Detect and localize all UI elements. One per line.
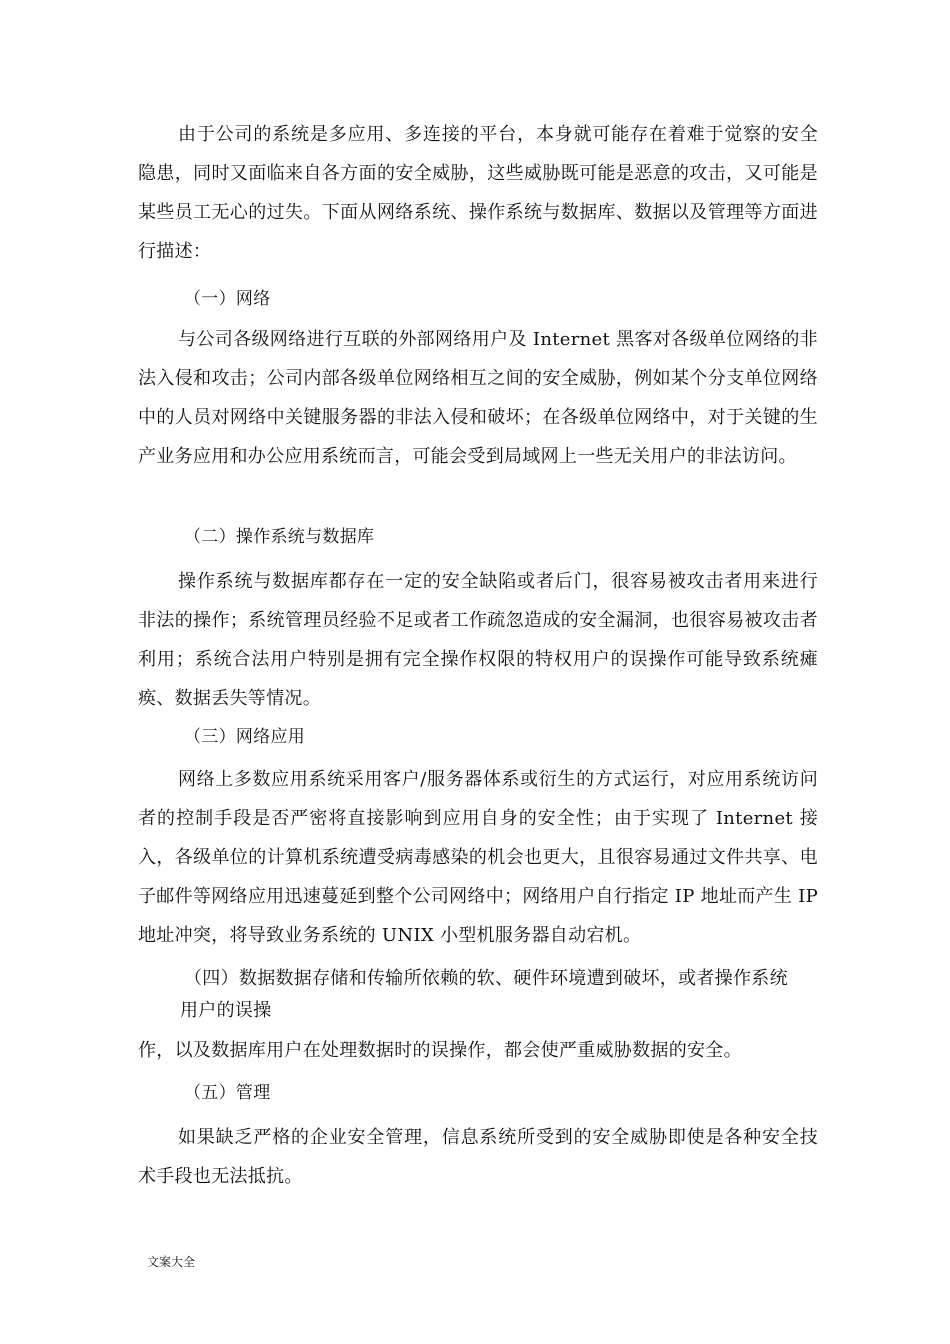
section-body-network-apps: 网络上多数应用系统采用客户/服务器体系或衍生的方式运行，对应用系统访问者的控制手段是否严密将直接影响到应用自身的安全性；由于实现了 Internet 接入，各级单位的计算机系统遭受病毒感染的机会也更大，且很容易通过文件共享、电子邮件等网络应用迅速蔓延到整个公司网络中；网络用户自行指定 IP 地址而产生 IP 地址冲突，将导致业务系统的 UNIX 小型机服务器自动宕机。 xyxy=(138,769,818,946)
intro-paragraph: 由于公司的系统是多应用、多连接的平台，本身就可能存在着难于觉察的安全隐患，同时又面临来自各方面的安全威胁，这些威胁既可能是恶意的攻击，又可能是某些员工无心的过失。下面从网络系统、操作系统与数据库、数据以及管理等方面进行描述： xyxy=(138,124,818,262)
section-heading-data-line1: （四）数据数据存储和传输所依赖的软、硬件环境遭到破坏，或者操作系统 xyxy=(184,968,788,989)
section-body-data: 作，以及数据库用户在处理数据时的误操作，都会使严重威胁数据的安全。 xyxy=(138,1040,742,1061)
section-heading-management: （五）管理 xyxy=(184,1083,271,1103)
section-heading-network: （一）网络 xyxy=(184,289,271,309)
footer-label: 文案大全 xyxy=(147,1255,196,1269)
section-body-os-database: 操作系统与数据库都存在一定的安全缺陷或者后门，很容易被攻击者用来进行非法的操作；系统管理员经验不足或者工作疏忽造成的安全漏洞，也很容易被攻击者利用；系统合法用户特别是拥有完全操作权限的特权用户的误操作可能导致系统瘫痪、数据丢失等情况。 xyxy=(138,571,818,709)
section-body-network: 与公司各级网络进行互联的外部网络用户及 Internet 黑客对各级单位网络的非法入侵和攻击；公司内部各级单位网络相互之间的安全威胁，例如某个分支单位网络中的人员对网络中关键服务器的非法入侵和破坏；在各级单位网络中，对于关键的生产业务应用和办公应用系统而言，可能会受到局域网上一些无关用户的非法访问。 xyxy=(138,329,818,467)
section-heading-os-database: （二）操作系统与数据库 xyxy=(184,527,375,547)
section-heading-network-apps: （三）网络应用 xyxy=(184,727,306,747)
section-body-management: 如果缺乏严格的企业安全管理，信息系统所受到的安全威胁即使是各种安全技术手段也无法抵抗。 xyxy=(138,1127,818,1187)
section-heading-data-line2: 用户的误操 xyxy=(180,1000,272,1021)
